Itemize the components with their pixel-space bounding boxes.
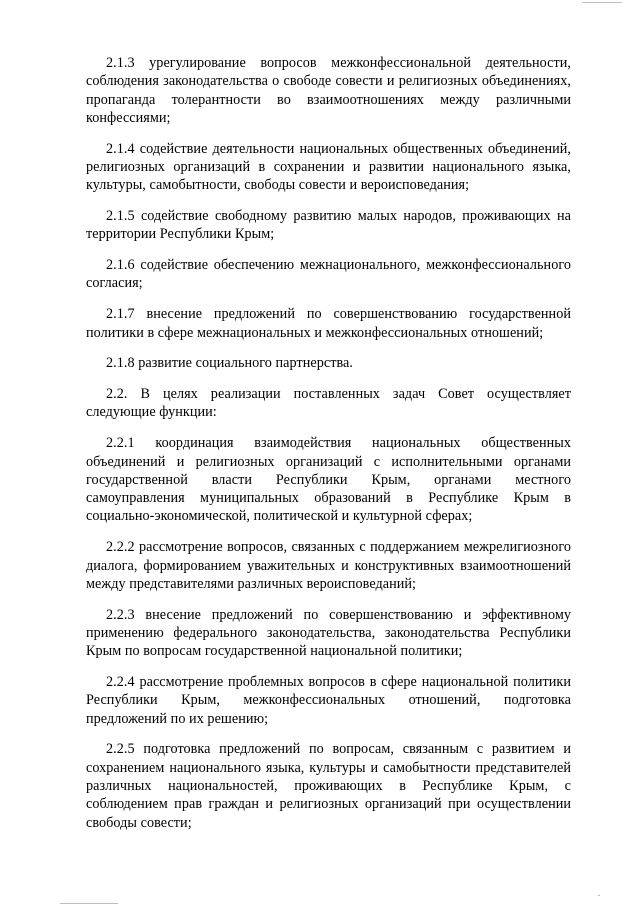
paragraph-2-2-3: 2.2.3 внесение предложений по совершенствованию и эффективному применению федерального законодательства, законодательства Республики Крым по вопросам государственной национальной политики; (86, 606, 571, 660)
paragraph-2-2: 2.2. В целях реализации поставленных задач Совет осуществляет следующие функции: (86, 386, 571, 421)
paragraph-2-1-4: 2.1.4 содействие деятельности национальных общественных объединений, религиозных организаций в сохранении и развитии национального языка, культуры, самобытности, свободы совести и вероисповедания; (86, 140, 571, 194)
paragraph-2-1-7: 2.1.7 внесение предложений по совершенствованию государственной политики в сфере межнациональных и межконфессиональных отношений; (86, 306, 571, 341)
scan-speck (598, 895, 600, 896)
paragraph-2-1-3: 2.1.3 урегулирование вопросов межконфессиональной деятельности, соблюдения законодательства о свободе совести и религиозных объединениях, пропаганда толерантности во взаимоотношениях между различными конфессиями; (86, 55, 571, 126)
document-body (86, 54, 571, 844)
paragraph-2-1-5: 2.1.5 содействие свободному развитию малых народов, проживающих на территории Республики Крым; (86, 208, 571, 243)
paragraph-2-2-1: 2.2.1 координация взаимодействия национальных общественных объединений и религиозных организаций с исполнительными органами государственной власти Республики Крым, органами местного самоуправления муниципальных образований в Республике Крым в социально-экономической, политической и культурной сферах; (86, 435, 571, 525)
scan-edge-mark-bottom (60, 903, 118, 904)
paragraph-2-2-5: 2.2.5 подготовка предложений по вопросам, связанным с развитием и сохранением национального языка, культуры и самобытности представителей различных национальностей, проживающих в Республике Крым, с соблюдением прав граждан и религиозных организаций при осуществлении свободы совести; (86, 741, 571, 831)
paragraph-2-2-4: 2.2.4 рассмотрение проблемных вопросов в сфере национальной политики Республики Крым, межконфессиональных отношений, подготовка предложений по их решению; (86, 674, 571, 727)
paragraph-2-2-2: 2.2.2 рассмотрение вопросов, связанных с поддержанием межрелигиозного диалога, формированием уважительных и конструктивных взаимоотношений между представителями различных вероисповеданий; (86, 539, 571, 592)
scan-edge-mark-top (582, 2, 622, 3)
paragraph-2-1-6: 2.1.6 содействие обеспечению межнационального, межконфессионального согласия; (86, 257, 571, 292)
paragraph-2-1-8: 2.1.8 развитие социального партнерства. (106, 355, 353, 372)
